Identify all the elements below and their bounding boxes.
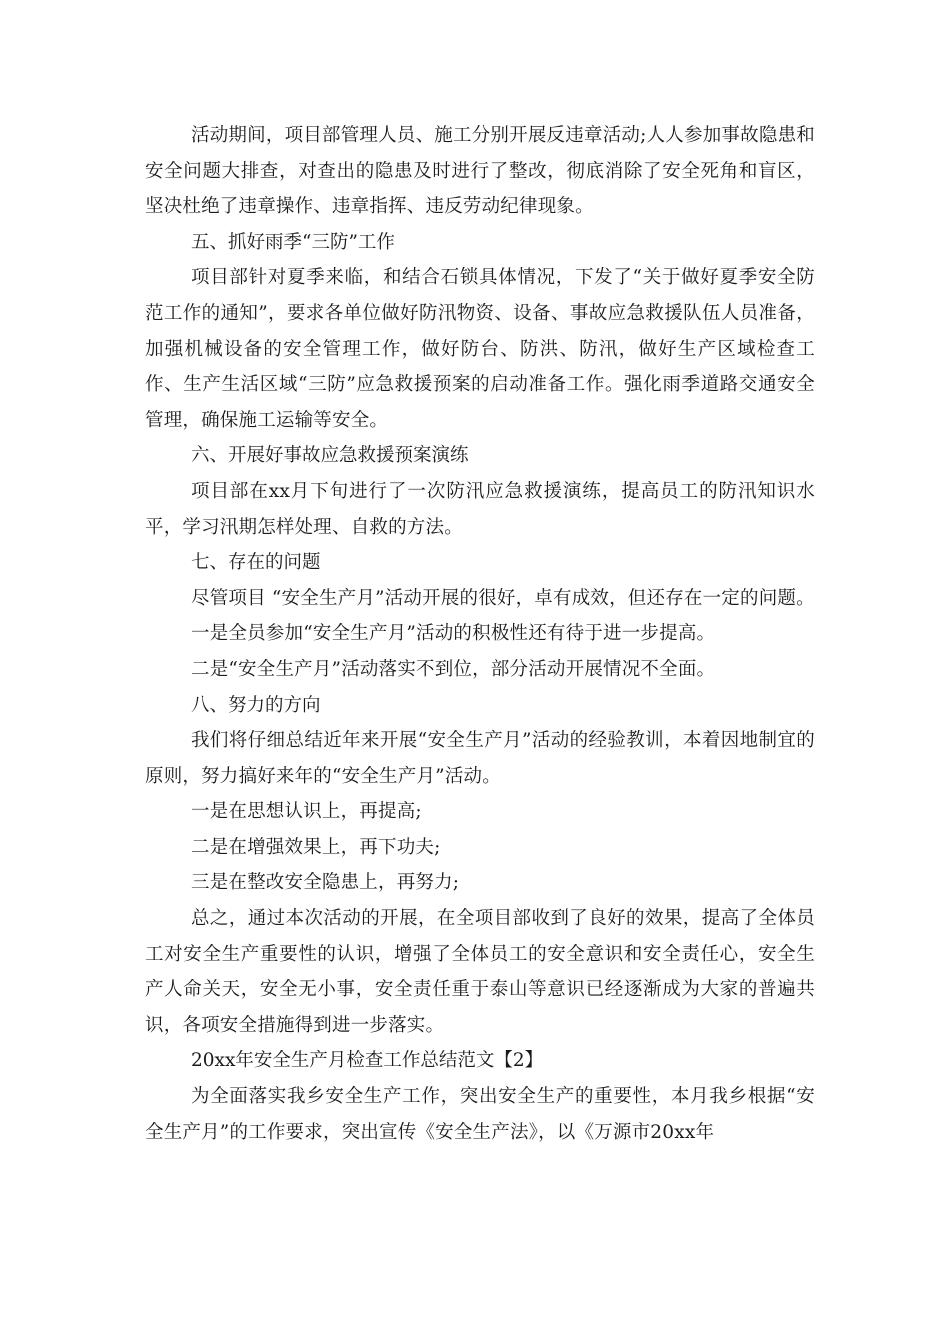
paragraph-problem-one: 一是全员参加“安全生产月”活动的积极性还有待于进一步提高。 xyxy=(191,623,716,645)
paragraph-summary: 总之，通过本次活动的开展，在全项目部收到了良好的效果，提高了全体员工对安全生产重要性的认识，增强了全体员工的安全意识和安全责任心，安全生产人命关天，安全无小事，安全责任重于泰山等意识已经逐渐成为大家的普遍共识，各项安全措施得到进一步落实。 xyxy=(145,908,815,1036)
paragraph-direction-one: 一是在思想认识上，再提高; xyxy=(191,801,422,823)
paragraph-problems: 尽管项目 “安全生产月”活动开展的很好，卓有成效，但还存在一定的问题。 xyxy=(191,587,815,609)
paragraph-emergency-drill: 项目部在xx月下旬进行了一次防汛应急救援演练，提高员工的防汛知识水平，学习汛期怎样处理、自救的方法。 xyxy=(145,480,815,538)
paragraph-direction-two: 二是在增强效果上，再下功夫; xyxy=(191,836,441,858)
paragraph-violation-campaign: 活动期间，项目部管理人员、施工分别开展反违章活动;人人参加事故隐患和安全问题大排查，对查出的隐患及时进行了整改，彻底消除了安全死角和盲区，坚决杜绝了违章操作、违章指挥、违反劳动纪律现象。 xyxy=(145,125,815,218)
paragraph-direction: 我们将仔细总结近年来开展“安全生产月”活动的经验教训，本着因地制宜的原则，努力搞好来年的“安全生产月”活动。 xyxy=(145,730,815,787)
heading-problems: 七、存在的问题 xyxy=(191,552,321,574)
heading-sample-two: 20xx年安全生产月检查工作总结范文【2】 xyxy=(191,1050,544,1072)
heading-direction: 八、努力的方向 xyxy=(191,694,321,716)
paragraph-rainy-season: 项目部针对夏季来临，和结合石锁具体情况，下发了“关于做好夏季安全防范工作的通知”，要求各单位做好防汛物资、设备、事故应急救援队伍人员准备，加强机械设备的安全管理工作，做好防台、防洪、防汛，做好生产区域检查工作、生产生活区域“三防”应急救援预案的启动准备工作。强化雨季道路交通安全管理，确保施工运输等安全。 xyxy=(145,267,815,431)
paragraph-direction-three: 三是在整改安全隐患上，再努力; xyxy=(191,872,460,894)
heading-emergency-drill: 六、开展好事故应急救援预案演练 xyxy=(191,445,469,467)
document-body xyxy=(145,118,815,1150)
paragraph-problem-two: 二是“安全生产月”活动落实不到位，部分活动开展情况不全面。 xyxy=(191,658,716,680)
heading-rainy-season: 五、抓好雨季“三防”工作 xyxy=(191,231,395,253)
paragraph-sample-two-intro: 为全面落实我乡安全生产工作，突出安全生产的重要性，本月我乡根据“安全生产月”的工作要求，突出宣传《安全生产法》，以《万源市20xx年 xyxy=(145,1086,815,1143)
